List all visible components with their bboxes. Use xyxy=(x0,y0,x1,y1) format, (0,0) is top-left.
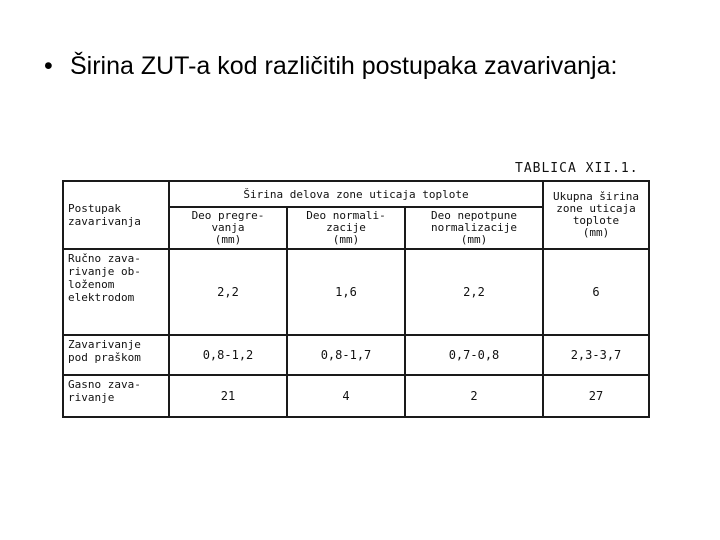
table-cell: 21 xyxy=(169,375,287,417)
row-process: Gasno zava- rivanje xyxy=(63,375,169,417)
row-process: Ručno zava- rivanje ob- loženom elektrodom xyxy=(63,249,169,335)
zut-width-table xyxy=(62,180,650,418)
table-cell: 6 xyxy=(543,249,649,335)
table-cell: 2,2 xyxy=(169,249,287,335)
header-group: Širina delova zone uticaja toplote xyxy=(169,181,543,207)
table-row xyxy=(63,249,649,335)
table-cell: 4 xyxy=(287,375,405,417)
header-col1: Deo pregre- vanja (mm) xyxy=(169,207,287,249)
table-cell: 2,3-3,7 xyxy=(543,335,649,375)
table-row xyxy=(63,375,649,417)
header-col2: Deo normali- zacije (mm) xyxy=(287,207,405,249)
row-process: Zavarivanje pod praškom xyxy=(63,335,169,375)
table-header-row-1 xyxy=(63,181,649,207)
table-cell: 0,8-1,2 xyxy=(169,335,287,375)
header-col3: Deo nepotpune normalizacije (mm) xyxy=(405,207,543,249)
bullet-glyph: • xyxy=(44,52,53,80)
table-caption: TABLICA XII.1. xyxy=(515,161,639,176)
table-cell: 2 xyxy=(405,375,543,417)
header-total-width: Ukupna širina zone uticaja toplote (mm) xyxy=(543,181,649,249)
table-cell: 0,8-1,7 xyxy=(287,335,405,375)
table-cell: 0,7-0,8 xyxy=(405,335,543,375)
table-cell: 1,6 xyxy=(287,249,405,335)
scanned-table-image xyxy=(52,152,672,436)
table-row xyxy=(63,335,649,375)
header-process: Postupak zavarivanja xyxy=(63,181,169,249)
bullet-text: Širina ZUT-a kod različitih postupaka zavarivanja: xyxy=(70,52,618,80)
bullet-item xyxy=(44,50,664,83)
table-cell: 27 xyxy=(543,375,649,417)
table-cell: 2,2 xyxy=(405,249,543,335)
